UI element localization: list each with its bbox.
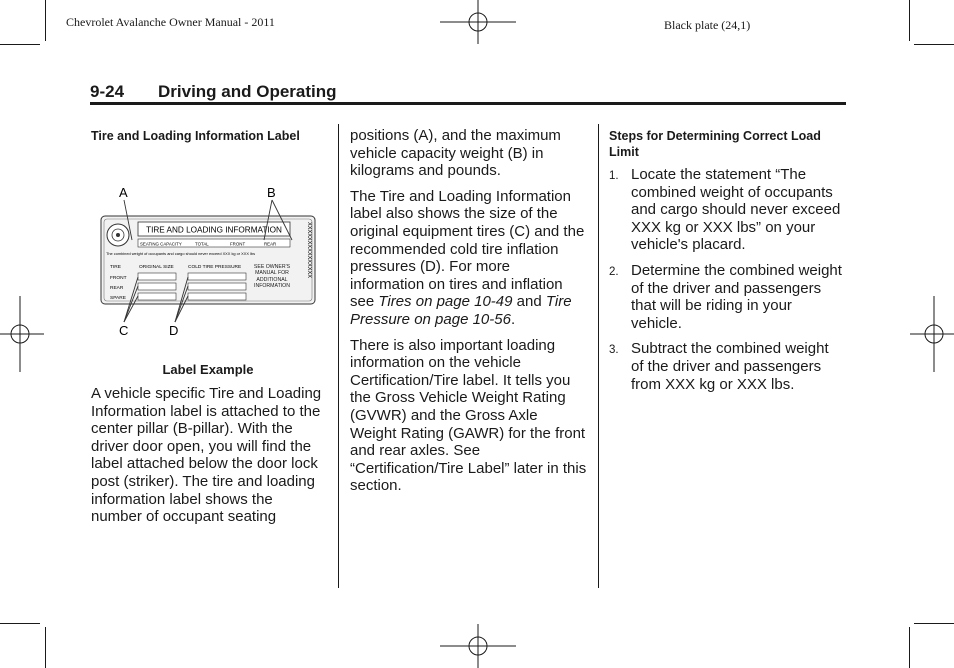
link-tire-pressure[interactable]: Tire Pressure on page 10-56	[350, 293, 572, 328]
capacity-front: FRONT	[230, 241, 246, 247]
list-item	[609, 340, 845, 393]
tire-label-figure	[92, 180, 324, 340]
side-note: SEE OWNER'S MANUAL FOR ADDITIONAL INFORMATION	[253, 264, 291, 290]
step-text: Locate the statement “The combined weight of occupants and cargo should never exceed XXX kg or XXX lbs” on your vehicle's placard.	[631, 166, 841, 254]
figure-caption: Label Example	[162, 362, 254, 377]
label-title: TIRE AND LOADING INFORMATION	[146, 225, 282, 235]
label-subheading: Tire and Loading Information Label	[91, 129, 300, 143]
paragraph: A vehicle specific Tire and Loading Information label is attached to the center pillar (B-pillar). With the driver door open, you will find the label attached below the door lock post (striker). The tire and loading information label shows the number of occupant seating	[91, 385, 322, 526]
table-row-front: FRONT	[110, 276, 127, 281]
column-divider	[338, 124, 339, 588]
registration-mark-bottom	[440, 624, 516, 668]
document-title: Chevrolet Avalanche Owner Manual - 2011	[66, 15, 275, 29]
steps-list	[609, 166, 845, 401]
table-row-rear: REAR	[110, 286, 124, 291]
link-tires[interactable]: Tires on page 10-49	[378, 293, 513, 311]
registration-mark-right	[910, 296, 954, 372]
crop-mark	[0, 623, 40, 624]
crop-mark	[914, 44, 954, 45]
table-header-tire: TIRE	[110, 265, 121, 270]
paragraph	[350, 188, 588, 329]
table-header-pressure: COLD TIRE PRESSURE	[188, 265, 242, 270]
table-row-spare: SPARE	[110, 296, 126, 301]
callout-c: C	[119, 323, 129, 338]
callout-b: B	[267, 185, 276, 200]
paragraph: There is also important loading information on the vehicle Certification/Tire label. It tells you the Gross Vehicle Weight Rating (GVWR) and the Gross Axle Weight Rating (GAWR) for the front and rear axles. See “Certification/Tire Label” later in this section.	[350, 336, 587, 495]
paragraph: positions (A), and the maximum vehicle capacity weight (B) in kilograms and pounds.	[350, 127, 561, 180]
step-number: 1.	[609, 170, 619, 182]
crop-mark	[0, 44, 40, 45]
step-number: 2.	[609, 265, 619, 278]
table-header-size: ORIGINAL SIZE	[139, 265, 174, 270]
paragraph-text: The Tire and Loading Information label also shows the size of the original equipment tires (C) and the recommended cold tire inflation pressures (D). For more information on tires and inflation see	[350, 187, 585, 311]
crop-mark	[914, 623, 954, 624]
step-text: Determine the combined weight of the driver and passengers that will be riding in your vehicle.	[631, 261, 842, 332]
side-code: XXXXXXXXXXXXXXX	[306, 222, 312, 278]
capacity-seating: SEATING CAPACITY	[140, 241, 182, 247]
column-2-text	[350, 127, 588, 503]
plate-label: Black plate (24,1)	[664, 18, 751, 32]
heading-rule	[90, 102, 846, 105]
column-1-text	[91, 385, 327, 534]
registration-mark-left	[0, 296, 44, 372]
capacity-total: TOTAL	[195, 241, 209, 247]
section-title: Driving and Operating	[158, 82, 337, 101]
paragraph-text: and	[512, 293, 546, 311]
combined-weight-text: The combined weight of occupants and cargo should never exceed XXX kg or XXX lbs	[106, 251, 256, 256]
crop-mark	[45, 0, 46, 41]
list-item	[609, 262, 845, 332]
callout-d: D	[169, 323, 179, 338]
step-number: 3.	[609, 344, 619, 357]
registration-mark-top	[440, 0, 516, 44]
step-text: Subtract the combined weight of the driver and passengers from XXX kg or XXX lbs.	[631, 340, 829, 393]
crop-mark	[909, 627, 910, 668]
capacity-rear: REAR	[264, 241, 277, 247]
paragraph-text: .	[510, 310, 516, 328]
column-divider	[598, 124, 599, 588]
callout-a: A	[119, 185, 128, 200]
page-number: 9-24	[90, 82, 125, 101]
steps-subheading: Steps for Determining Correct Load Limit	[609, 129, 821, 159]
list-item	[609, 166, 845, 254]
crop-mark	[45, 627, 46, 668]
crop-mark	[909, 0, 910, 41]
